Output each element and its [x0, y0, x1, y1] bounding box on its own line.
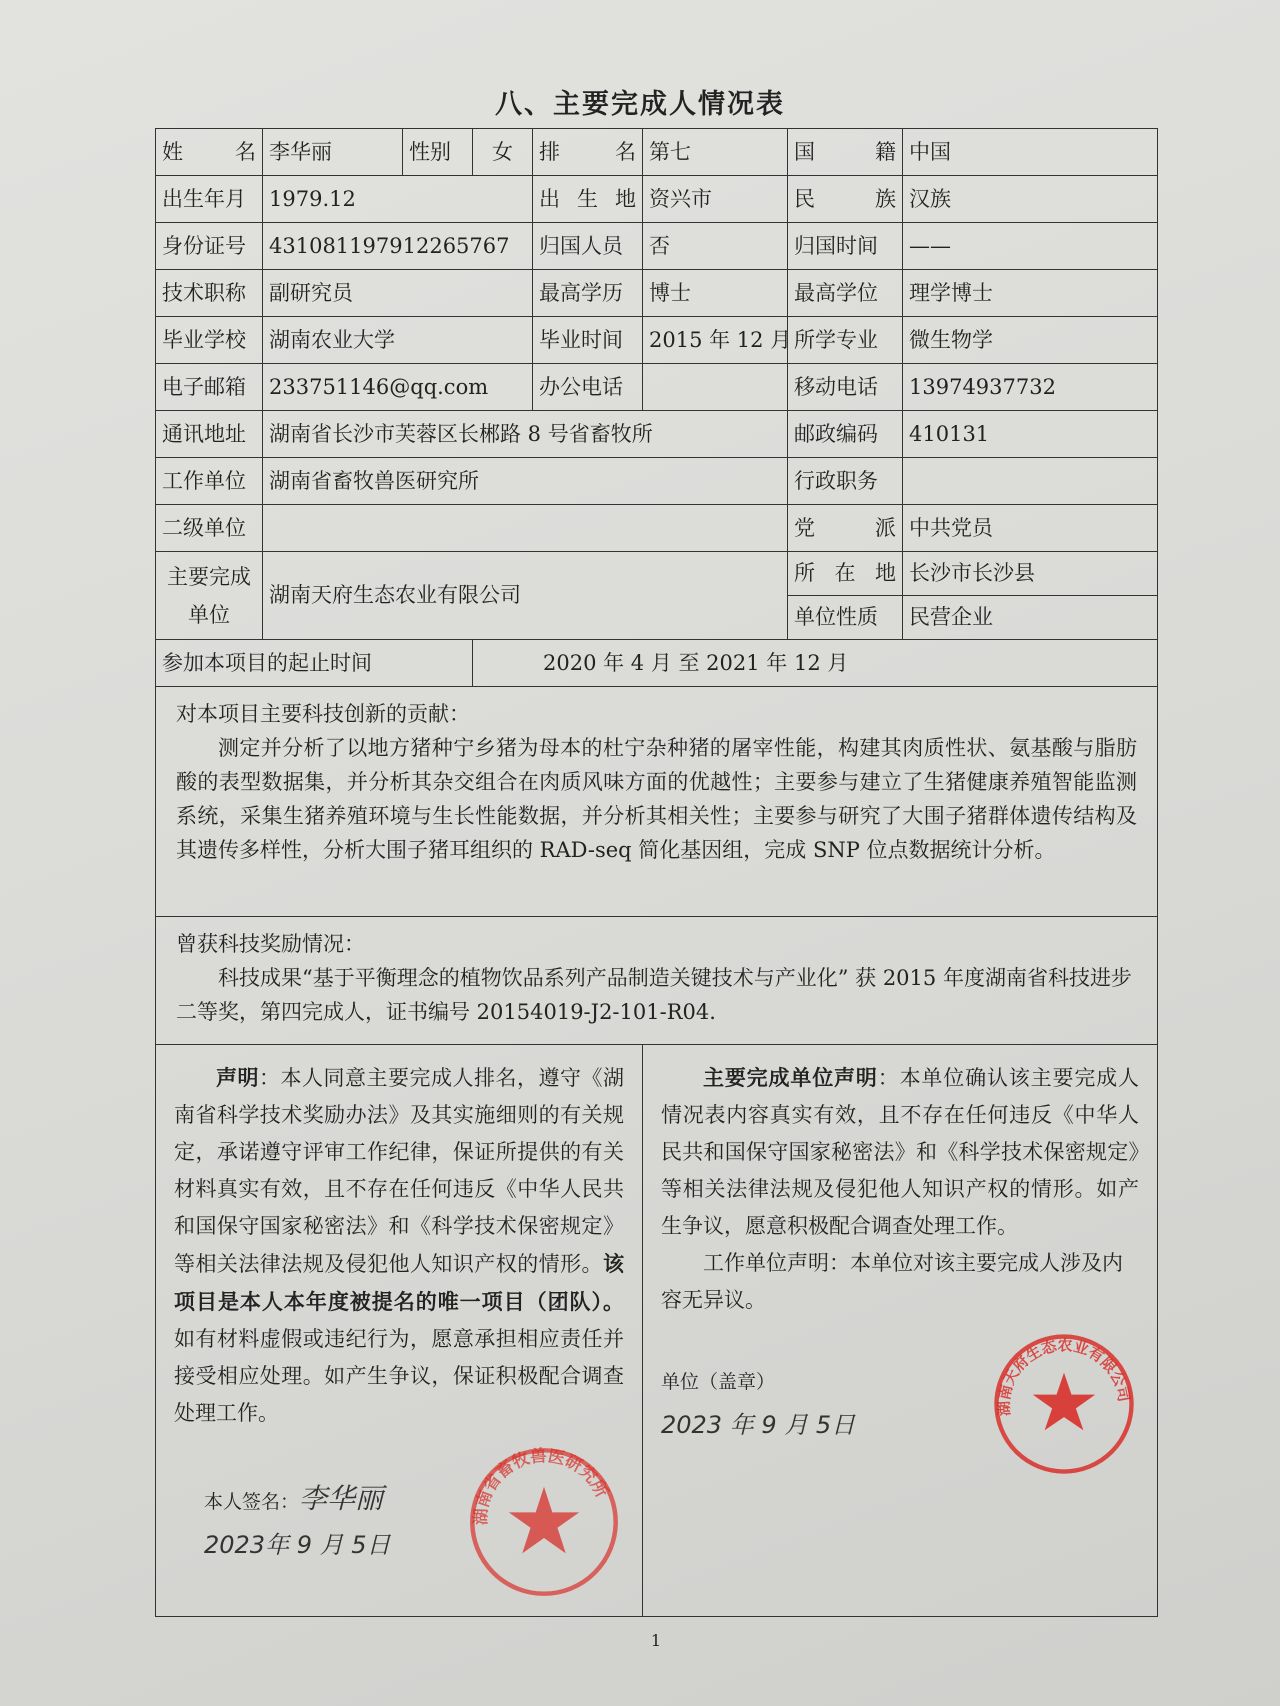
- awards-heading: 曾获科技奖励情况：: [176, 932, 365, 956]
- birth-value: 1979.12: [263, 176, 533, 223]
- main-unit-value: 湖南天府生态农业有限公司: [263, 552, 788, 640]
- declaration-text1: ：本人同意主要完成人排名，遵守《湖南省科学技术奖励办法》及其实施细则的有关规定，承诺遵守评审工作纪律，保证所提供的有关材料真实有效，且不存在任何违反《中华人民共和国保守国家秘密法》和《科学技术保密规定》等相关法律法规及侵犯他人知识产权的情形。: [174, 1066, 624, 1276]
- education-value: 博士: [643, 270, 788, 317]
- party-value: 中共党员: [903, 505, 1158, 552]
- info-table: [155, 128, 1158, 1617]
- name-label: 姓 名: [156, 129, 263, 176]
- mobile-label: 移动电话: [788, 364, 903, 411]
- id-value: 431081197912265767: [263, 223, 533, 270]
- mobile-value: 13974937732: [903, 364, 1158, 411]
- unit-type-label: 单位性质: [788, 596, 903, 640]
- postcode-label: 邮政编码: [788, 411, 903, 458]
- admin-post-value: [903, 458, 1158, 505]
- signature: 李华丽: [299, 1482, 384, 1515]
- returnee-label: 归国人员: [533, 223, 643, 270]
- seal-area: [661, 1329, 1139, 1479]
- contribution-section: [156, 687, 1158, 917]
- declaration-bold-label: 声明: [216, 1065, 259, 1090]
- personal-date: 2023年 9 月 5日: [204, 1531, 391, 1559]
- signature-label: 本人签名：: [204, 1491, 300, 1513]
- company-seal: [989, 1329, 1139, 1479]
- institute-seal: [464, 1442, 624, 1602]
- contribution-heading: 对本项目主要科技创新的贡献：: [176, 702, 470, 726]
- declaration-text2: 如有材料虚假或违纪行为，愿意承担相应责任并接受相应处理。如产生争议，保证积极配合调查处理工作。: [174, 1327, 624, 1425]
- birth-label: 出生年月: [156, 176, 263, 223]
- unit-declaration: [643, 1045, 1158, 1617]
- degree-value: 理学博士: [903, 270, 1158, 317]
- address-label: 通讯地址: [156, 411, 263, 458]
- main-unit-label: 主要完成单位: [156, 552, 263, 640]
- major-label: 所学专业: [788, 317, 903, 364]
- awards-text: 科技成果“基于平衡理念的植物饮品系列产品制造关键技术与产业化” 获 2015 年度湖南省科技进步二等奖，第四完成人，证书编号 20154019-J2-101-R04.: [176, 966, 1132, 1024]
- birthplace-label: 出 生 地: [533, 176, 643, 223]
- ethnicity-label: 民 族: [788, 176, 903, 223]
- return-time-label: 归国时间: [788, 223, 903, 270]
- address-value: 湖南省长沙市芙蓉区长郴路 8 号省畜牧所: [263, 411, 788, 458]
- unit-declaration-bold-label: 主要完成单位声明: [703, 1065, 878, 1090]
- return-time-value: ——: [903, 223, 1158, 270]
- unit-declaration-text: ：本单位确认该主要完成人情况表内容真实有效，且不存在任何违反《中华人民共和国保守国家秘密法》和《科学技术保密规定》等相关法律法规及侵犯他人知识产权的情形。如产生争议，愿意积极配合调查处理工作。: [661, 1066, 1140, 1238]
- work-unit-declaration: 工作单位声明：本单位对该主要完成人涉及内容无异议。: [661, 1251, 1123, 1312]
- sub-unit-value: [263, 505, 788, 552]
- school-label: 毕业学校: [156, 317, 263, 364]
- party-label: 党 派: [788, 505, 903, 552]
- declaration-bold-text: 该项目是本人本年度被提名的唯一项目（团队）。: [174, 1251, 624, 1314]
- email-label: 电子邮箱: [156, 364, 263, 411]
- name-value: 李华丽: [263, 129, 403, 176]
- email-value: 233751146@qq.com: [263, 364, 533, 411]
- form-page: [155, 128, 1157, 1650]
- svg-text:湖南省畜牧兽医研究所: 湖南省畜牧兽医研究所: [470, 1445, 613, 1526]
- sub-unit-label: 二级单位: [156, 505, 263, 552]
- id-label: 身份证号: [156, 223, 263, 270]
- employer-label: 工作单位: [156, 458, 263, 505]
- awards-section: [156, 917, 1158, 1045]
- period-value: 2020 年 4 月 至 2021 年 12 月: [473, 640, 1158, 687]
- signature-area: [174, 1442, 624, 1602]
- seal-label: 单位（盖章）: [661, 1371, 776, 1393]
- rank-label: 排 名: [533, 129, 643, 176]
- office-phone-label: 办公电话: [533, 364, 643, 411]
- education-label: 最高学历: [533, 270, 643, 317]
- page-number: 1: [650, 1631, 662, 1650]
- period-label: 参加本项目的起止时间: [156, 640, 473, 687]
- tech-title-value: 副研究员: [263, 270, 533, 317]
- ethnicity-value: 汉族: [903, 176, 1158, 223]
- location-value: 长沙市长沙县: [903, 552, 1158, 596]
- svg-text:湖南天府生态农业有限公司: 湖南天府生态农业有限公司: [994, 1336, 1134, 1417]
- admin-post-label: 行政职务: [788, 458, 903, 505]
- contribution-text: 测定并分析了以地方猪种宁乡猪为母本的杜宁杂种猪的屠宰性能，构建其肉质性状、氨基酸与脂肪酸的表型数据集，并分析其杂交组合在肉质风味方面的优越性；主要参与建立了生猪健康养殖智能监测系统，采集生猪养殖环境与生长性能数据，并分析其相关性；主要参与研究了大围子猪群体遗传结构及其遗传多样性，分析大围子猪耳组织的 RAD-seq 简化基因组，完成 SNP 位点数据统计分析。: [176, 736, 1137, 862]
- postcode-value: 410131: [903, 411, 1158, 458]
- employer-value: 湖南省畜牧兽医研究所: [263, 458, 788, 505]
- personal-declaration: [156, 1045, 643, 1617]
- nationality-value: 中国: [903, 129, 1158, 176]
- returnee-value: 否: [643, 223, 788, 270]
- unit-type-value: 民营企业: [903, 596, 1158, 640]
- location-label: 所 在 地: [788, 552, 903, 596]
- tech-title-label: 技术职称: [156, 270, 263, 317]
- unit-date: 2023 年 9 月 5日: [661, 1411, 856, 1439]
- office-phone-value: [643, 364, 788, 411]
- school-value: 湖南农业大学: [263, 317, 533, 364]
- grad-time-label: 毕业时间: [533, 317, 643, 364]
- gender-value: 女: [473, 129, 533, 176]
- page-title: 八、主要完成人情况表: [495, 89, 785, 120]
- rank-value: 第七: [643, 129, 788, 176]
- nationality-label: 国 籍: [788, 129, 903, 176]
- grad-time-value: 2015 年 12 月: [643, 317, 788, 364]
- birthplace-value: 资兴市: [643, 176, 788, 223]
- major-value: 微生物学: [903, 317, 1158, 364]
- gender-label: 性别: [403, 129, 473, 176]
- degree-label: 最高学位: [788, 270, 903, 317]
